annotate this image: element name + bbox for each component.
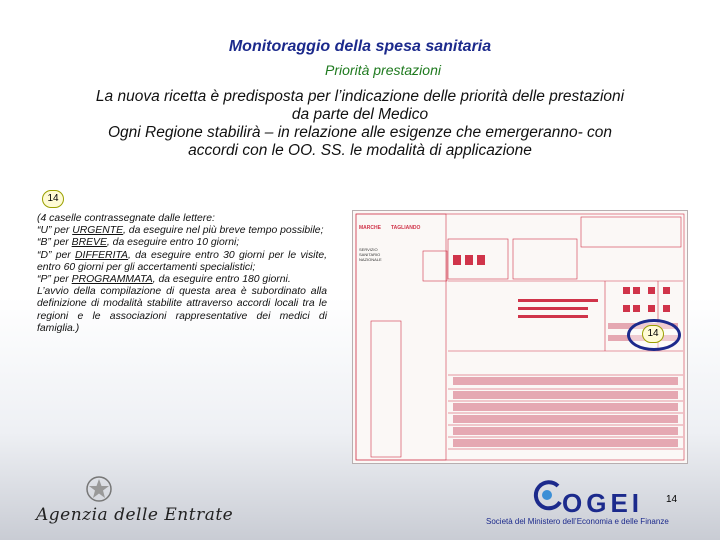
legend-intro: (4 caselle contrassegnate dalle lettere:	[37, 213, 215, 224]
form-label: NAZIONALE	[359, 257, 382, 262]
republic-emblem-icon	[82, 474, 116, 504]
intro-line: accordi con le OO. SS. le modalità di applicazione	[188, 142, 532, 159]
legend-desc: , da eseguire entro 180 giorni.	[152, 274, 291, 286]
legend-keyword: DIFFERITA	[75, 249, 128, 261]
sogei-logo-text: OGEI	[562, 488, 644, 518]
legend-item-differita	[37, 250, 327, 274]
page-number: 14	[666, 494, 678, 505]
form-label: SERVIZIO	[359, 247, 378, 252]
legend-keyword: BREVE	[71, 237, 107, 249]
form-label: TAGLIANDO	[391, 225, 421, 231]
legend-item-breve	[37, 237, 327, 249]
legend-prefix: “U” per	[37, 225, 73, 237]
page-subtitle: Priorità prestazioni	[325, 62, 441, 78]
priority-legend	[37, 213, 327, 335]
number-badge: 14	[42, 190, 64, 208]
intro-line: La nuova ricetta è predisposta per l’indicazione delle priorità delle prestazioni	[95, 88, 625, 105]
legend-desc: , da eseguire entro 30 giorni per le visite, entro 60 giorni per gli accertamenti specialistici;	[37, 249, 327, 273]
sogei-logo-icon	[530, 478, 566, 512]
legend-item-urgente	[37, 225, 327, 237]
legend-prefix: “D” per	[37, 249, 76, 261]
legend-keyword: URGENTE	[72, 225, 124, 237]
highlight-ellipse	[627, 319, 681, 351]
intro-text	[30, 88, 690, 160]
legend-item-programmata	[37, 274, 327, 286]
agency-logo-text: Agenzia delle Entrate	[36, 505, 234, 525]
legend-keyword: PROGRAMMATA	[71, 274, 153, 286]
form-label: SANITARIO	[359, 252, 381, 257]
legend-closing: L’avvio della compilazione di questa area è subordinato alla definizione di modalità stabilite attraverso accordi locali tra le regioni e le associazioni rappresentative dei medici di famiglia.)	[37, 286, 327, 334]
footer-company: Società del Ministero dell’Economia e delle Finanze	[486, 517, 669, 526]
number-badge: 14	[642, 325, 664, 343]
page-title: Monitoraggio della spesa sanitaria	[228, 38, 492, 55]
legend-prefix: “B” per	[37, 237, 72, 249]
legend-prefix: “P” per	[37, 274, 72, 286]
intro-line: da parte del Medico	[291, 106, 429, 123]
legend-desc: , da eseguire entro 10 giorni;	[106, 237, 240, 249]
form-label: MARCHE	[359, 225, 381, 231]
intro-line: Ogni Regione stabilirà – in relazione alle esigenze che emergeranno- con	[107, 124, 613, 141]
legend-desc: , da eseguire nel più breve tempo possibile;	[123, 225, 324, 237]
